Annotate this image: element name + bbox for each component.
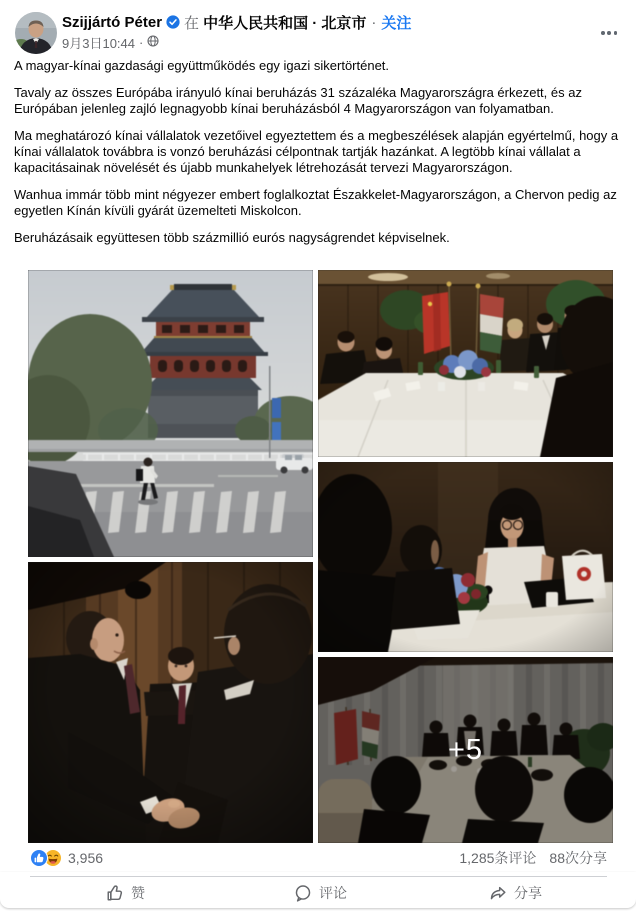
share-button-label: 分享 xyxy=(514,885,542,901)
photo-woman-bouquet[interactable] xyxy=(318,462,613,652)
post-paragraph: Beruházásaik együttesen több százmillió eurós nagyságrendet képviselnek. xyxy=(14,230,450,245)
comment-button-label: 评论 xyxy=(319,885,347,901)
share-button[interactable] xyxy=(418,879,613,907)
divider xyxy=(30,876,607,877)
more-photos-overlay[interactable]: +5 xyxy=(318,657,613,843)
share-arrow-icon xyxy=(489,884,507,902)
post-header-line xyxy=(62,13,411,31)
location-prefix: 在 xyxy=(184,14,200,32)
location-link[interactable]: 中华人民共和国 · 北京市 xyxy=(203,14,367,32)
reaction-count[interactable]: 3,956 xyxy=(68,850,104,866)
photo-meeting-flags[interactable] xyxy=(318,270,613,457)
comments-count[interactable]: 1,285条评论 xyxy=(459,850,537,866)
timestamp[interactable]: 9月3日10:44 xyxy=(62,36,135,51)
verified-badge-icon xyxy=(166,15,180,29)
photo-pagoda-street[interactable] xyxy=(28,270,313,557)
post-paragraph: Ma meghatározó kínai vállalatok vezetőivel egyeztettem és a megbeszélések alapján egyértelmű, hogy a kínai vállalatok továbbra is vonzó beruházási célpontnak tartják hazánkat. A legtöbb kínai vállalat a kapacitásainak növelését és újabb munkahelyek létrehozását tervezi Magyarországon. xyxy=(14,128,619,175)
thumbs-up-icon xyxy=(106,884,124,902)
reactions-summary[interactable] xyxy=(30,849,103,867)
comment-button[interactable] xyxy=(223,879,418,907)
post-paragraph: Wanhua immár több mint négyezer embert foglalkoztat Északkelet-Magyarországon, a Chervon pedig az egyetlen Kínán kívüli gyárát üzemelteti Miskolcon. xyxy=(14,187,617,218)
privacy-globe-icon xyxy=(147,35,159,50)
like-button-label: 赞 xyxy=(131,885,145,901)
post-paragraph: A magyar-kínai gazdasági együttműködés egy igazi sikertörténet. xyxy=(14,58,390,73)
avatar[interactable] xyxy=(15,12,57,54)
photo-meeting-wide[interactable] xyxy=(318,657,613,843)
photo-handshake[interactable] xyxy=(28,562,313,843)
like-reaction-icon xyxy=(30,849,48,867)
avatar-image xyxy=(15,12,57,54)
separator: · xyxy=(139,35,144,50)
separator: · xyxy=(371,13,377,31)
post-paragraph: Tavaly az összes Európába irányuló kínai beruházás 31 százaléka Magyarországra érkezett, és az Európában jelenleg zajló legnagyobb kínai beruházásból 4 Magyarországon van folyamatban. xyxy=(14,85,582,116)
shares-count[interactable]: 88次分享 xyxy=(549,850,607,866)
post-body-text xyxy=(14,58,624,257)
comment-bubble-icon xyxy=(294,884,312,902)
engagement-stats-row xyxy=(30,847,607,869)
post-options-menu-icon[interactable] xyxy=(597,27,621,39)
author-name[interactable]: Szijjártó Péter xyxy=(62,13,163,31)
photo-grid xyxy=(28,270,613,843)
follow-link[interactable]: 关注 xyxy=(381,14,412,32)
post-meta-line xyxy=(62,33,159,52)
comment-share-counts xyxy=(459,848,607,868)
like-button[interactable] xyxy=(28,879,223,907)
action-buttons-row xyxy=(28,879,613,907)
